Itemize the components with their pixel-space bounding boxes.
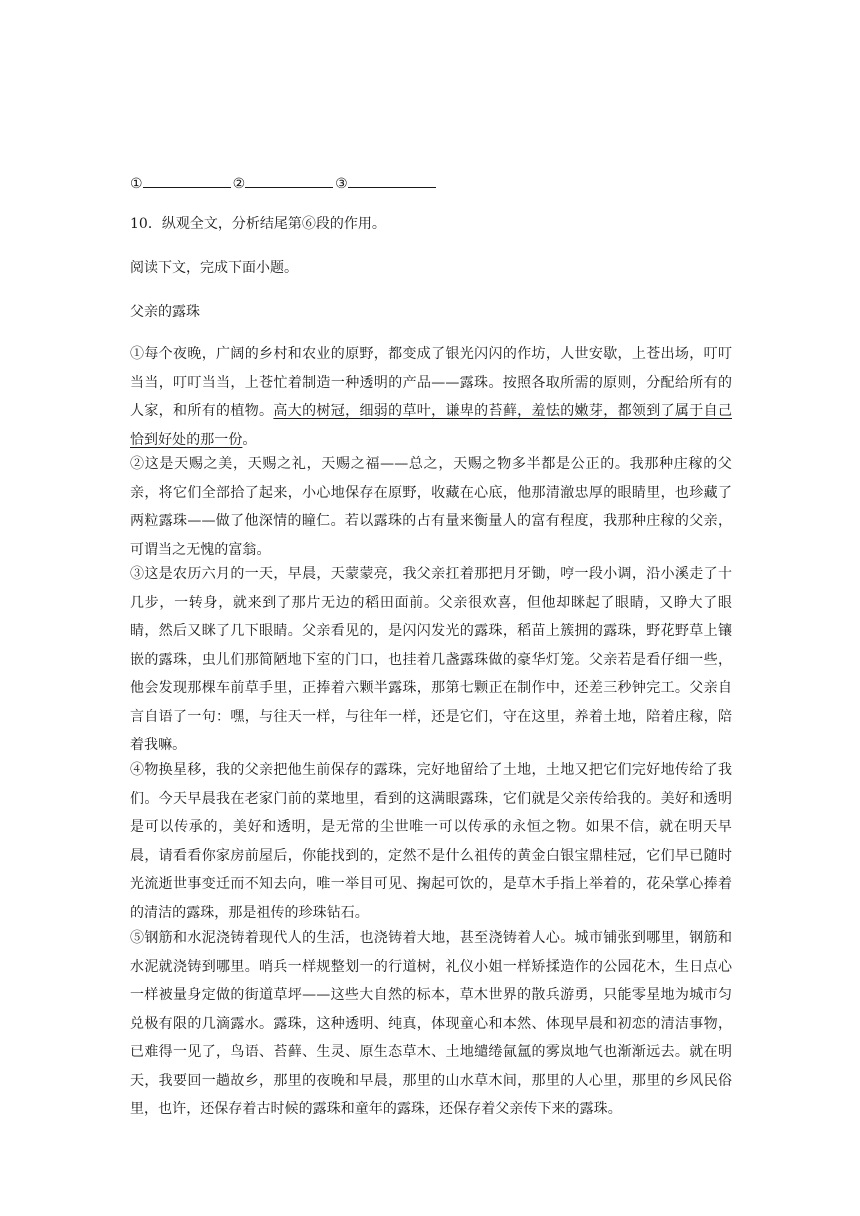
blank-marker-1: ① [130,176,143,192]
paragraph-2: ②这是天赐之美，天赐之礼，天赐之福——总之，天赐之物多半都是公正的。我那种庄稼的父亲，将它们全部拾了起来，小心地保存在原野，收藏在心底，他那清澈忠厚的眼睛里，也珍藏了两粒露珠——做了他深情的瞳仁。若以露珠的占有量来衡量人的富有程度，我那种庄稼的父亲，可谓当之无愧的富翁。 [130,456,732,558]
question-10: 10．纵观全文，分析结尾第⑥段的作用。 [130,216,386,232]
article-title: 父亲的露珠 [130,304,200,320]
paragraph-4: ④物换星移，我的父亲把他生前保存的露珠，完好地留给了土地，土地又把它们完好地传给了我们。今天早晨我在老家门前的菜地里，看到的这满眼露珠，它们就是父亲传给我的。美好和透明是可以传承的，美好和透明，是无常的尘世唯一可以传承的永恒之物。如果不信，就在明天早晨，请看看你家房前屋后，你能找到的，定然不是什么祖传的黄金白银宝鼎桂冠，它们早已随时光流逝世事变迁而不知去向，唯一举目可见、掬起可饮的，是草木手指上举着的，花朵掌心捧着的清洁的露珠，那是祖传的珍珠钻石。 [130,762,732,921]
answer-blank-2[interactable] [245,172,333,188]
paragraph-5: ⑤钢筋和水泥浇铸着现代人的生活，也浇铸着大地，甚至浇铸着人心。城市铺张到哪里，钢筋和水泥就浇铸到哪里。哨兵一样规整划一的行道树，礼仪小姐一样矫揉造作的公园花木，生日点心一样被量身定做的街道草坪——这些大自然的标本，草木世界的散兵游勇，只能零星地为城市匀兑极有限的几滴露水。露珠，这种透明、纯真，体现童心和本然、体现早晨和初恋的清洁事物，已难得一见了，鸟语、苔藓、生灵、原生态草木、土地缱绻氤氲的雾岚地气也渐渐远去。就在明天，我要回一趟故乡，那里的夜晚和早晨，那里的山水草木间，那里的人心里，那里的乡风民俗里，也许，还保存着古时候的露珠和童年的露珠，还保存着父亲传下来的露珠。 [130,930,732,1117]
paragraph-1-text: ①每个夜晚，广阔的乡村和农业的原野，都变成了银光闪闪的作坊，人世安歇，上苍出场，叮叮当当，叮叮当当，上苍忙着制造一种透明的产品——露珠。按照各取所需的原则，分配给所有的人家，和所有的植物。 [130,346,732,419]
answer-blank-1[interactable] [143,172,231,188]
underlined-sentence: 高大的树冠，细弱的草叶，谦卑的苔藓，羞怯的嫩芽，都领到了属于自己恰到好处的那一份 [130,403,732,448]
fill-in-blanks-line [130,172,438,194]
answer-blank-3[interactable] [348,172,436,188]
paragraph-1-end: 。 [242,431,257,448]
paragraph-1 [130,340,732,454]
reading-instruction: 阅读下文，完成下面小题。 [130,260,298,276]
blank-marker-2: ② [232,176,246,192]
blank-marker-3: ③ [335,176,348,192]
paragraph-3: ③这是农历六月的一天，早晨，天蒙蒙亮，我父亲扛着那把月牙锄，哼一段小调，沿小溪走了十几步，一转身，就来到了那片无边的稻田面前。父亲很欢喜，但他却眯起了眼睛，又睁大了眼睛，然后又眯了几下眼睛。父亲看见的，是闪闪发光的露珠，稻苗上簇拥的露珠，野花野草上镶嵌的露珠，虫儿们那简陋地下室的门口，也挂着几盏露珠做的豪华灯笼。父亲若是看仔细一些，他会发现那棵车前草手里，正捧着六颗半露珠，那第七颗正在制作中，还差三秒钟完工。父亲自言自语了一句：嘿，与往天一样，与往年一样，还是它们，守在这里，养着土地，陪着庄稼，陪着我嘛。 [130,566,732,753]
